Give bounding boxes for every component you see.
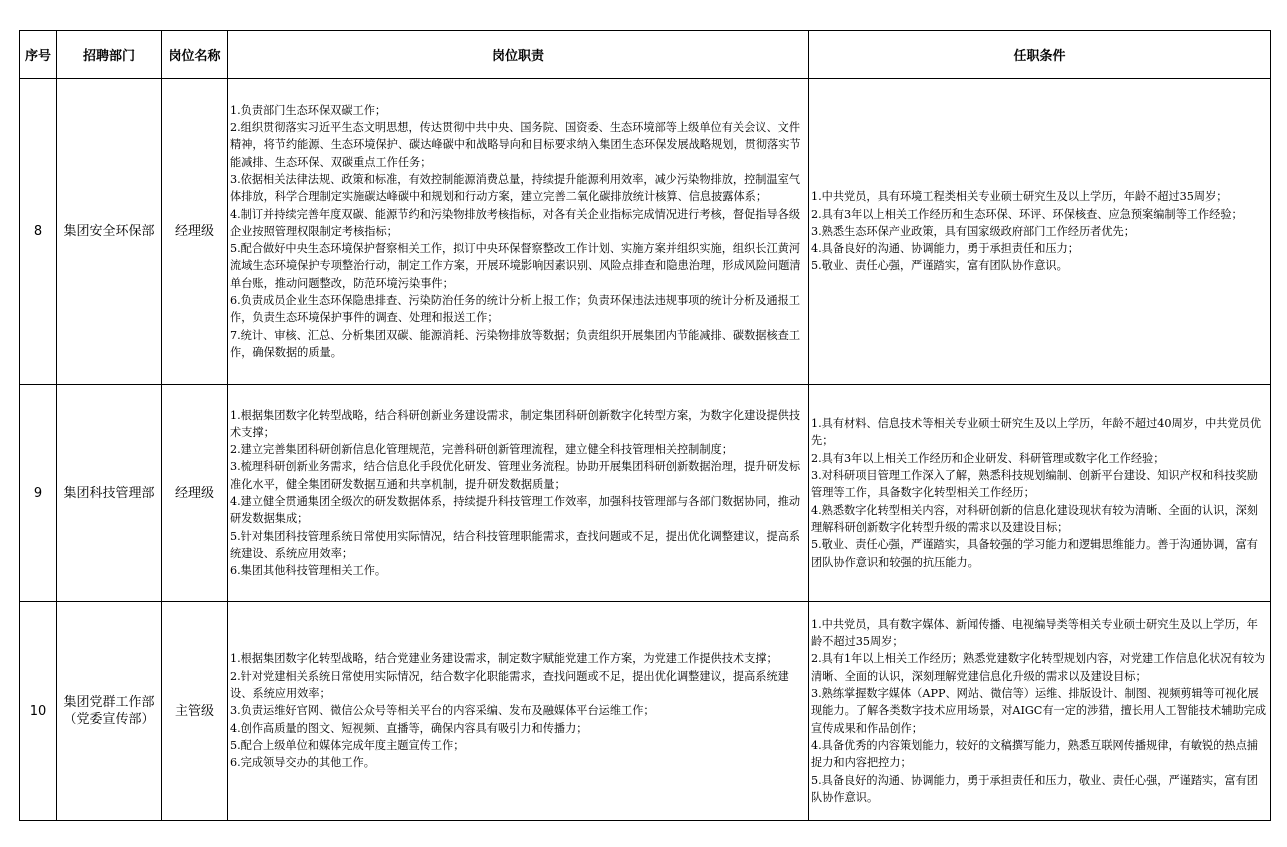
header-title: 岗位名称 <box>162 31 228 79</box>
recruitment-table <box>19 30 1271 821</box>
duty-item: 3.依据相关法律法规、政策和标准，有效控制能源消费总量，持续提升能源利用效率，减少污染物排放，控制温室气体排放，科学合理制定实施碳达峰碳中和规划和行动方案，建立完善二氧化碳排放统计核算、信息披露体系； <box>230 172 801 204</box>
header-row <box>20 31 1271 79</box>
duty-item: 2.针对党建相关系统日常使用实际情况，结合数字化职能需求，查找问题或不足，提出优化调整建议，提高系统建设、系统应用效率； <box>230 669 789 701</box>
duty-item: 2.建立完善集团科研创新信息化管理规范，完善科研创新管理流程，建立健全科技管理相关控制制度； <box>230 443 733 457</box>
duty-item: 4.制订并持续完善年度双碳、能源节约和污染物排放考核指标，对各有关企业指标完成情况进行考核，督促指导各级企业按照管理权限制定考核指标； <box>230 207 801 238</box>
duty-item: 7.统计、审核、汇总、分析集团双碳、能源消耗、污染物排放等数据；负责组织开展集团内节能减排、碳数据核查工作，确保数据的质量。 <box>230 328 801 359</box>
requirement-item: 1.具有材料、信息技术等相关专业硕士研究生及以上学历，年龄不超过40周岁，中共党员优先； <box>811 417 1262 448</box>
requirement-item: 3.熟练掌握数字媒体（APP、网站、微信等）运维、排版设计、制图、视频剪辑等可视化展现能力。了解各类数字技术应用场景，对AIGC有一定的涉猎，擅长用人工智能技术辅助完成宣传成果和作品创作； <box>811 687 1267 735</box>
table-row <box>20 385 1271 602</box>
duty-item: 4.建立健全贯通集团全级次的研发数据体系，持续提升科技管理工作效率，加强科技管理部与各部门数据协同，推动研发数据集成； <box>230 495 801 526</box>
duty-item: 4.创作高质量的图文、短视频、直播等，确保内容具有吸引力和传播力； <box>230 721 588 735</box>
duty-item: 3.负责运维好官网、微信公众号等相关平台的内容采编、发布及融媒体平台运维工作； <box>230 704 655 718</box>
duty-item: 6.完成领导交办的其他工作。 <box>230 756 375 770</box>
header-requirements: 任职条件 <box>809 31 1271 79</box>
duty-item: 5.配合做好中央生态环境保护督察相关工作，拟订中央环保督察整改工作计划、实施方案并组织实施，组织长江黄河流域生态环境保护专项整治行动，制定工作方案，开展环境影响因素识别、风险点排查和隐患治理，形成风险问题清单台账，推动问题整改，防范环境污染事件； <box>230 242 801 290</box>
duties-cell <box>228 385 809 602</box>
duty-item: 2.组织贯彻落实习近平生态文明思想，传达贯彻中共中央、国务院、国资委、生态环境部等上级单位有关会议、文件精神，将节约能源、生态环境保护、碳达峰碳中和战略导向和目标要求纳入集团生态环保发展战略规划，贯彻落实节能减排、生态环保、双碳重点工作任务； <box>230 121 801 169</box>
requirement-item: 1.中共党员，具有环境工程类相关专业硕士研究生及以上学历，年龄不超过35周岁； <box>811 190 1228 204</box>
table-row <box>20 602 1271 821</box>
dept-name: 集团安全环保部 <box>63 224 155 239</box>
seq-cell: 8 <box>20 79 57 385</box>
duty-item: 1.根据集团数字化转型战略，结合科研创新业务建设需求，制定集团科研创新数字化转型方案，为数字化建设提供技术支撑； <box>230 408 801 439</box>
requirement-item: 5.敬业、责任心强，严谨踏实，富有团队协作意识。 <box>811 259 1068 273</box>
duty-item: 3.梳理科研创新业务需求，结合信息化手段优化研发、管理业务流程。协助开展集团科研创新数据治理，提升研发标准化水平，健全集团研发数据互通和共享机制，提升研发数据质量； <box>230 460 801 491</box>
requirements-cell <box>809 79 1271 385</box>
dept-subname: （党委宣传部） <box>63 712 155 727</box>
requirement-item: 5.敬业、责任心强，严谨踏实，具备较强的学习能力和逻辑思维能力。善于沟通协调，富有团队协作意识和较强的抗压能力。 <box>811 538 1258 569</box>
duty-item: 5.配合上级单位和媒体完成年度主题宣传工作； <box>230 738 465 752</box>
duty-item: 6.负责成员企业生态环保隐患排查、污染防治任务的统计分析上报工作；负责环保违法违规事项的统计分析及通报工作，负责生态环境保护事件的调查、处理和报送工作； <box>230 294 801 325</box>
table-row <box>20 79 1271 385</box>
requirements-cell <box>809 602 1271 821</box>
requirement-item: 4.具备良好的沟通、协调能力，勇于承担责任和压力； <box>811 242 1079 256</box>
requirement-item: 4.熟悉数字化转型相关内容，对科研创新的信息化建设现状有较为清晰、全面的认识，深刻理解科研创新数字化转型升级的需求以及建设目标； <box>811 503 1258 534</box>
dept-cell <box>57 79 162 385</box>
header-dept: 招聘部门 <box>57 31 162 79</box>
job-title-cell: 主管级 <box>162 602 228 821</box>
duties-cell <box>228 79 809 385</box>
requirement-item: 3.对科研项目管理工作深入了解，熟悉科技规划编制、创新平台建设、知识产权和科技奖励管理等工作，具备数字化转型相关工作经历； <box>811 469 1258 500</box>
recruitment-table-sheet <box>19 30 1271 821</box>
seq-cell: 9 <box>20 385 57 602</box>
duty-item: 5.针对集团科技管理系统日常使用实际情况，结合科技管理职能需求，查找问题或不足，提出优化调整建议，提高系统建设、系统应用效率； <box>230 529 801 560</box>
requirement-item: 3.熟悉生态环保产业政策，具有国家级政府部门工作经历者优先； <box>811 224 1135 238</box>
duty-item: 1.根据集团数字化转型战略，结合党建业务建设需求，制定数字赋能党建工作方案，为党建工作提供技术支撑； <box>230 652 778 666</box>
requirement-item: 2.具有3年以上相关工作经历和企业研发、科研管理或数字化工作经验； <box>811 451 1165 465</box>
requirement-item: 2.具有3年以上相关工作经历和生态环保、环评、环保核查、应急预案编制等工作经验； <box>811 207 1243 221</box>
requirement-item: 5.具备良好的沟通、协调能力，勇于承担责任和压力，敬业、责任心强，严谨踏实，富有团队协作意识。 <box>811 773 1258 804</box>
dept-name: 集团党群工作部 <box>63 695 155 710</box>
duty-item: 1.负责部门生态环保双碳工作； <box>230 103 387 117</box>
duty-item: 6.集团其他科技管理相关工作。 <box>230 564 387 578</box>
header-seq: 序号 <box>20 31 57 79</box>
requirement-item: 1.中共党员，具有数字媒体、新闻传播、电视编导类等相关专业硕士研究生及以上学历，年龄不超过35周岁； <box>811 617 1258 649</box>
job-title-cell: 经理级 <box>162 385 228 602</box>
dept-cell <box>57 602 162 821</box>
dept-name: 集团科技管理部 <box>63 485 155 501</box>
duties-cell <box>228 602 809 821</box>
requirement-item: 4.具备优秀的内容策划能力，较好的文稿撰写能力，熟悉互联网传播规律，有敏锐的热点捕捉力和内容把控力； <box>811 738 1258 770</box>
requirement-item: 2.具有1年以上相关工作经历；熟悉党建数字化转型规划内容，对党建工作信息化状况有较为清晰、全面的认识，深刻理解党建信息化升级的需求以及建设目标； <box>811 652 1266 683</box>
requirements-cell <box>809 385 1271 602</box>
seq-cell: 10 <box>20 602 57 821</box>
job-title-cell: 经理级 <box>162 79 228 385</box>
header-duties: 岗位职责 <box>228 31 809 79</box>
dept-cell <box>57 385 162 602</box>
